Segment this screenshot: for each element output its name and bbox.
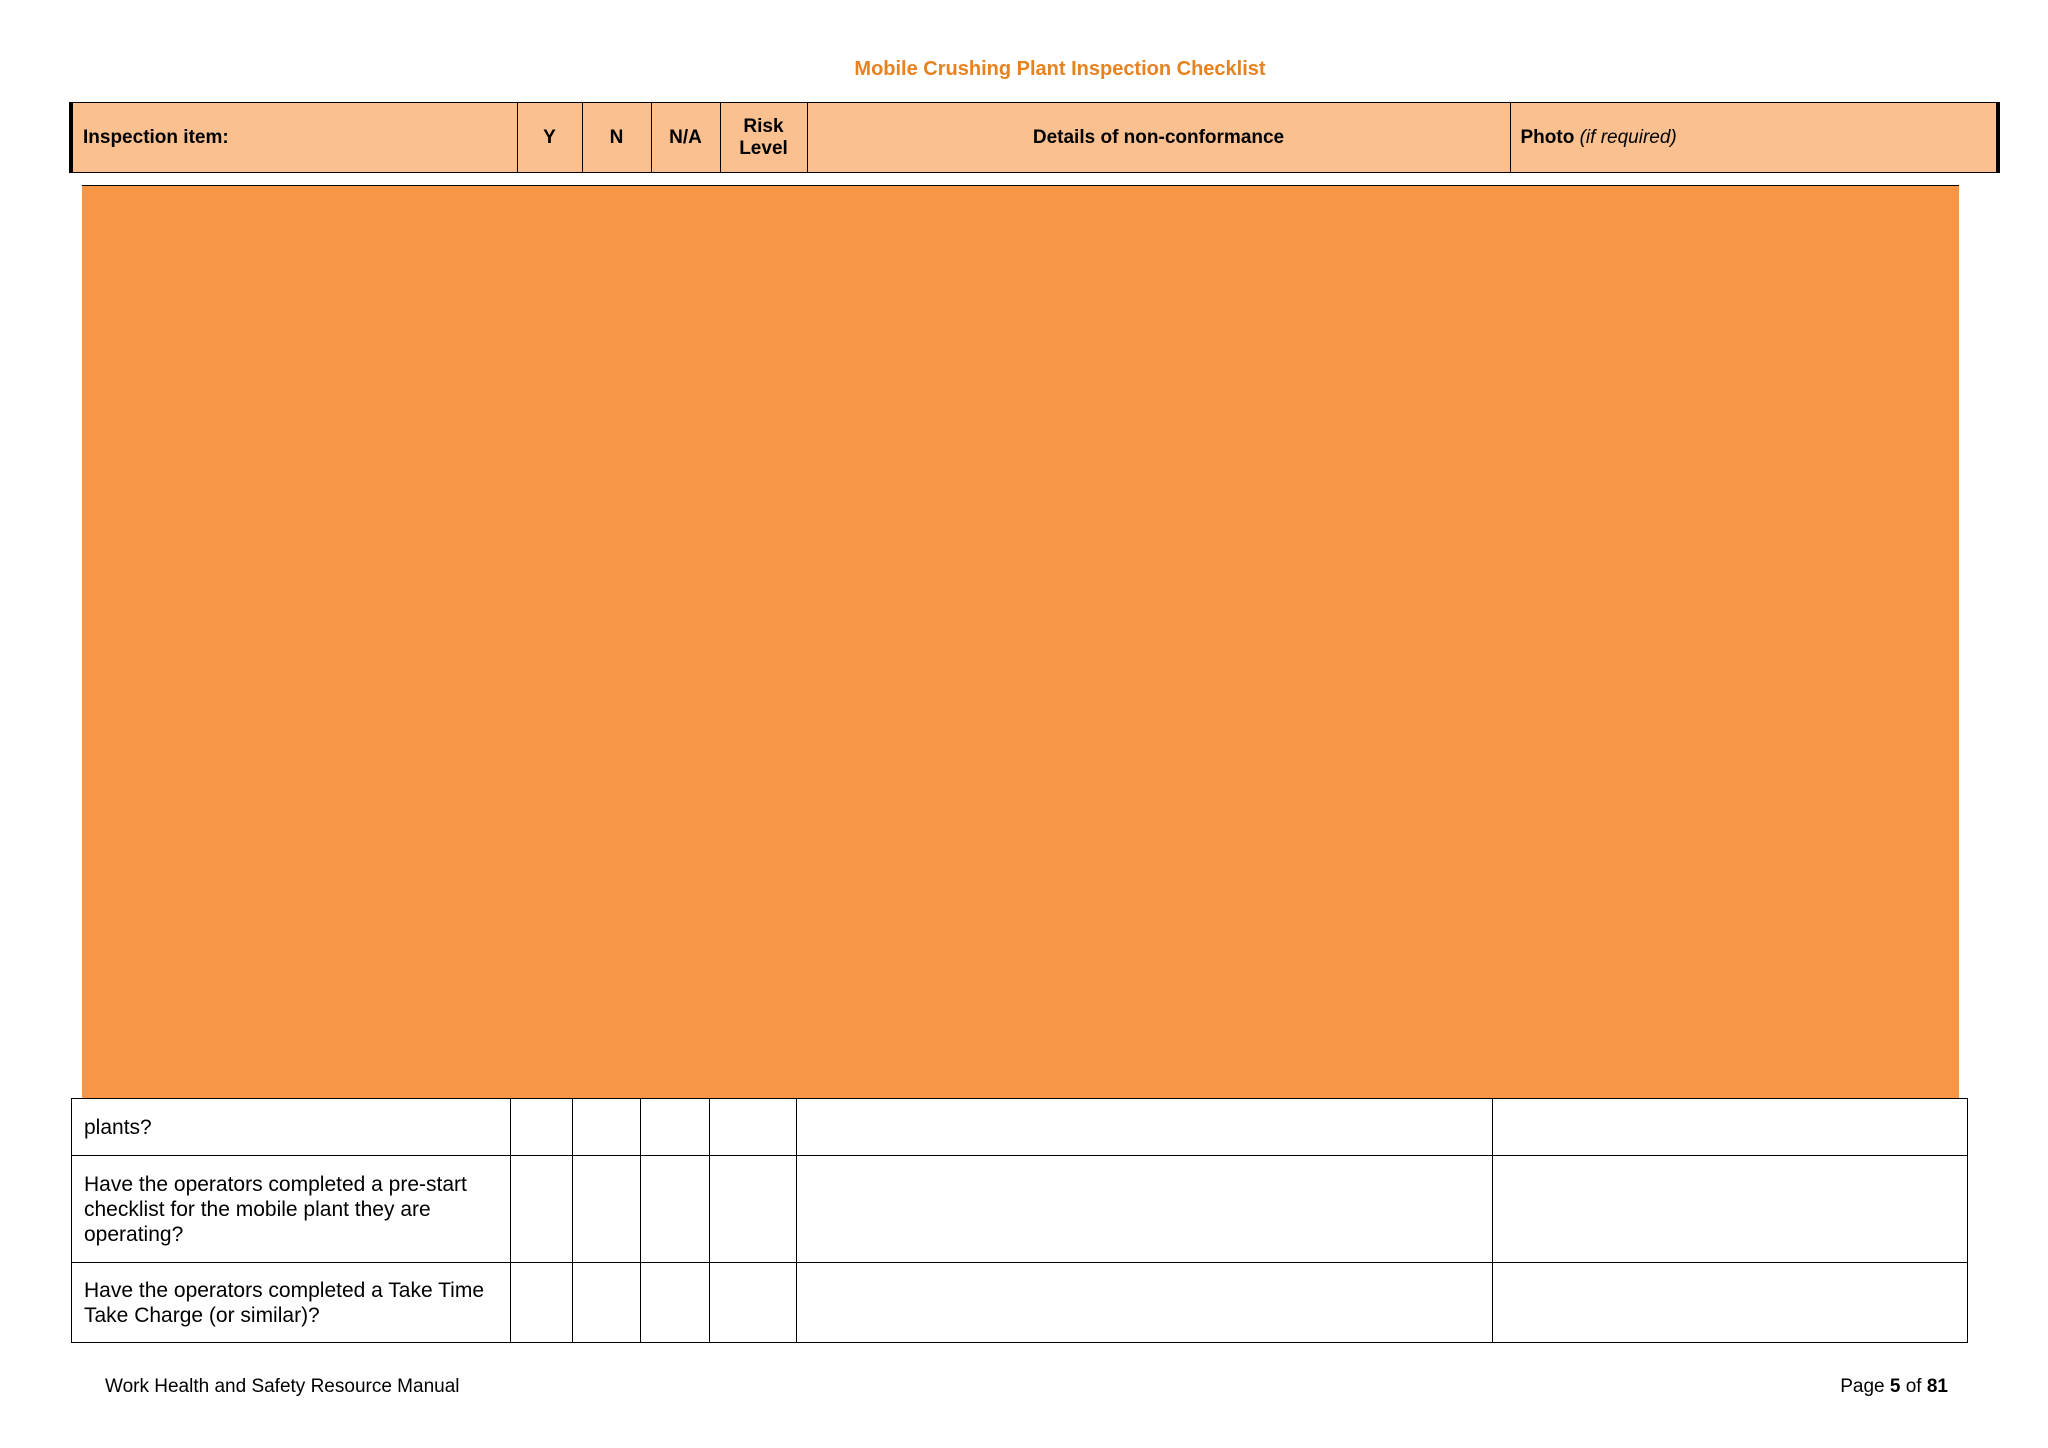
na-checkbox-cell[interactable] (641, 1263, 710, 1343)
header-not-applicable: N/A (651, 103, 720, 173)
table-row (72, 1099, 1968, 1156)
checklist-table-body (71, 1098, 1968, 1343)
details-cell[interactable] (797, 1263, 1493, 1343)
inspection-item-cell: Have the operators completed a pre-start checklist for the mobile plant they are operating? (72, 1156, 511, 1263)
footer-manual-name: Work Health and Safety Resource Manual (105, 1376, 460, 1397)
yes-checkbox-cell[interactable] (511, 1263, 573, 1343)
risk-level-cell[interactable] (710, 1156, 797, 1263)
footer-page-of: of (1905, 1376, 1922, 1397)
yes-checkbox-cell[interactable] (511, 1099, 573, 1156)
header-photo (1510, 103, 1998, 173)
footer-page-label: Page (1840, 1376, 1885, 1397)
header-no: N (582, 103, 651, 173)
document-title: Mobile Crushing Plant Inspection Checklist (854, 58, 1266, 80)
risk-level-cell[interactable] (710, 1263, 797, 1343)
header-details-of-non-conformance: Details of non-conformance (807, 103, 1510, 173)
no-checkbox-cell[interactable] (573, 1099, 641, 1156)
photo-cell[interactable] (1493, 1156, 1968, 1263)
header-yes: Y (517, 103, 582, 173)
checklist-header-row (69, 102, 2000, 173)
inspection-item-cell: Have the operators completed a Take Time Take Charge (or similar)? (72, 1263, 511, 1343)
table-row (72, 1156, 1968, 1263)
no-checkbox-cell[interactable] (573, 1263, 641, 1343)
redaction-block (82, 185, 1959, 1099)
header-photo-note: (if required) (1579, 126, 1677, 148)
header-photo-label: Photo (1520, 126, 1575, 148)
table-row (72, 1263, 1968, 1343)
footer-page-total: 81 (1926, 1376, 1948, 1397)
yes-checkbox-cell[interactable] (511, 1156, 573, 1263)
footer-page-current: 5 (1889, 1376, 1901, 1397)
header-inspection-item: Inspection item: (71, 103, 517, 173)
details-cell[interactable] (797, 1099, 1493, 1156)
no-checkbox-cell[interactable] (573, 1156, 641, 1263)
risk-level-cell[interactable] (710, 1099, 797, 1156)
photo-cell[interactable] (1493, 1099, 1968, 1156)
details-cell[interactable] (797, 1156, 1493, 1263)
na-checkbox-cell[interactable] (641, 1156, 710, 1263)
header-risk-level: Risk Level (720, 103, 807, 173)
na-checkbox-cell[interactable] (641, 1099, 710, 1156)
inspection-item-cell: plants? (72, 1099, 511, 1156)
footer-page-number (1840, 1376, 1948, 1398)
photo-cell[interactable] (1493, 1263, 1968, 1343)
